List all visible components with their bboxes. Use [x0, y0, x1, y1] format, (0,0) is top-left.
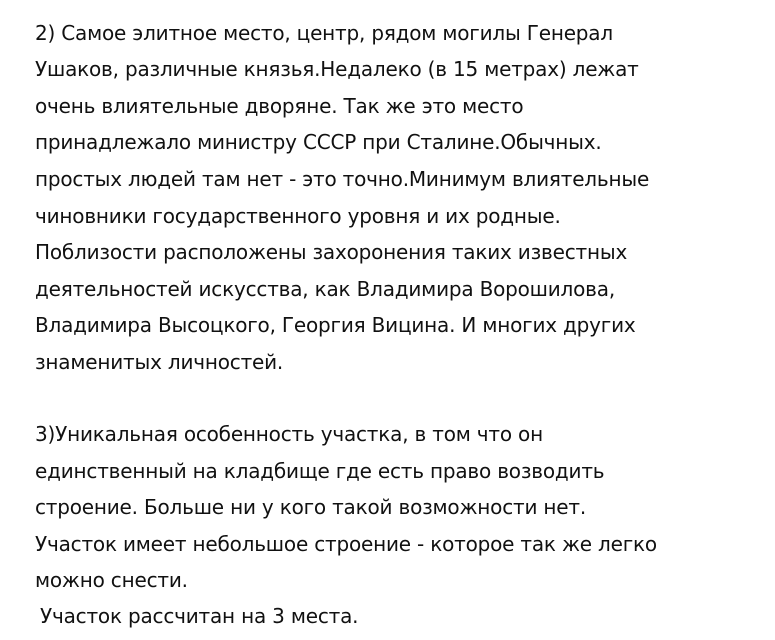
section-3-line-4: Участок имеет небольшое строение - которое так же легко — [35, 532, 657, 556]
section-2-line-7: Поблизости расположены захоронения таких известных — [35, 240, 628, 264]
section-2-line-6: чиновники государственного уровня и их родные. — [35, 204, 561, 228]
section-2-line-2: Ушаков, различные князья.Недалеко (в 15 метрах) лежат — [35, 57, 639, 81]
section-2-line-3: очень влиятельные дворяне. Так же это место — [35, 94, 524, 118]
section-2-line-1: 2) Самое элитное место, центр, рядом могилы Генерал — [35, 21, 613, 45]
section-3-line-3: строение. Больше ни у кого такой возможности нет. — [35, 495, 586, 519]
section-2-line-4: принадлежало министру СССР при Сталине.Обычных. — [35, 130, 602, 154]
section-2-line-5: простых людей там нет - это точно.Минимум влиятельные — [35, 167, 650, 191]
section-2-line-8: деятельностей искусства, как Владимира Ворошилова, — [35, 277, 615, 301]
section-2-line-10: знаменитых личностей. — [35, 350, 284, 374]
section-3-line-1: 3)Уникальная особенность участка, в том что он — [35, 422, 543, 446]
section-3-line-5: можно снести. — [35, 568, 188, 592]
section-2-line-9: Владимира Высоцкого, Георгия Вицина. И многих других — [35, 313, 636, 337]
section-3-line-6: Участок рассчитан на 3 места. — [40, 604, 359, 628]
section-3-line-2: единственный на кладбище где есть право возводить — [35, 459, 605, 483]
